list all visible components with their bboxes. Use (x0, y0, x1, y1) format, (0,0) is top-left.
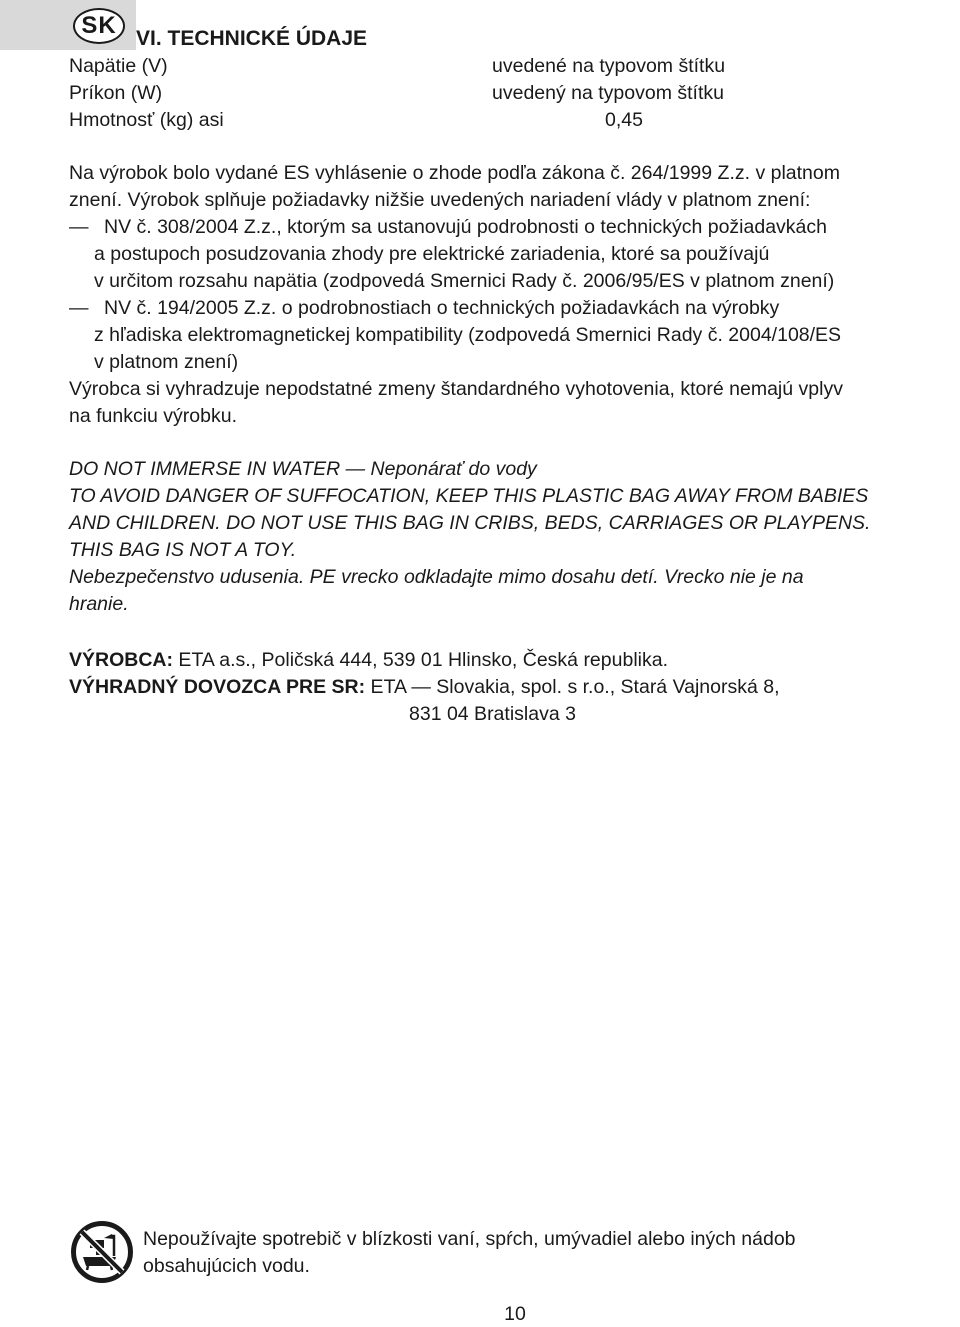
section-title: VI. TECHNICKÉ ÚDAJE (136, 27, 368, 50)
warning-text: DO NOT IMMERSE IN WATER — Neponárať do vody (69, 458, 537, 480)
spec-label: Hmotnosť (kg) asi (69, 109, 224, 131)
warning-text: Nebezpečenstvo udusenia. PE vrecko odkladajte mimo dosahu detí. Vrecko nie je na (69, 566, 804, 588)
warning-text: hranie. (69, 593, 129, 615)
list-dash: — (69, 297, 89, 319)
regulation-item: z hľadiska elektromagnetickej kompatibility (zodpovedá Smernici Rady č. 2004/108/ES (94, 324, 842, 346)
language-badge: SK (73, 8, 125, 44)
spec-value: uvedené na typovom štítku (492, 55, 726, 77)
regulation-item: v určitom rozsahu napätia (zodpovedá Smernici Rady č. 2006/95/ES v platnom znení) (94, 270, 835, 292)
page-number: 10 (504, 1303, 526, 1325)
importer-label: VÝHRADNÝ DOVOZCA PRE SR: (69, 676, 366, 698)
manufacturer-note: Výrobca si vyhradzuje nepodstatné zmeny štandardného vyhotovenia, ktoré nemajú vplyv (69, 378, 843, 400)
warning-text: TO AVOID DANGER OF SUFFOCATION, KEEP THIS PLASTIC BAG AWAY FROM BABIES (69, 485, 869, 507)
regulation-item: a postupoch posudzovania zhody pre elektrické zariadenia, ktoré sa používajú (94, 243, 770, 265)
manufacturer-label: VÝROBCA: (69, 649, 174, 671)
spec-value: uvedený na typovom štítku (492, 82, 724, 104)
safety-note (143, 1226, 796, 1280)
no-bath-icon (70, 1220, 134, 1284)
regulation-item: NV č. 308/2004 Z.z., ktorým sa ustanovujú podrobnosti o technických požiadavkách (104, 216, 827, 238)
declaration-text: znení. Výrobok splňuje požiadavky nižšie uvedených nariadení vlády v platnom znení: (69, 189, 811, 211)
spec-label: Napätie (V) (69, 55, 168, 77)
list-dash: — (69, 216, 89, 238)
safety-note-line: obsahujúcich vodu. (143, 1255, 310, 1277)
safety-note-line: Nepoužívajte spotrebič v blízkosti vaní, spŕch, umývadiel alebo iných nádob (143, 1228, 796, 1250)
spec-value: 0,45 (605, 109, 643, 131)
warning-text: THIS BAG IS NOT A TOY. (69, 539, 297, 561)
importer-line (69, 674, 780, 701)
regulation-item: v platnom znení) (94, 351, 239, 373)
importer-value: ETA — Slovakia, spol. s r.o., Stará Vajnorská 8, (365, 676, 780, 698)
manufacturer-value: ETA a.s., Poličská 444, 539 01 Hlinsko, Česká republika. (173, 649, 668, 671)
regulation-item: NV č. 194/2005 Z.z. o podrobnostiach o technických požiadavkách na výrobky (104, 297, 780, 319)
importer-address: 831 04 Bratislava 3 (409, 703, 576, 725)
warning-text: AND CHILDREN. DO NOT USE THIS BAG IN CRIBS, BEDS, CARRIAGES OR PLAYPENS. (69, 512, 871, 534)
declaration-text: Na výrobok bolo vydané ES vyhlásenie o zhode podľa zákona č. 264/1999 Z.z. v platnom (69, 162, 840, 184)
manufacturer-line (69, 647, 668, 674)
spec-label: Príkon (W) (69, 82, 163, 104)
manufacturer-note: na funkciu výrobku. (69, 405, 238, 427)
